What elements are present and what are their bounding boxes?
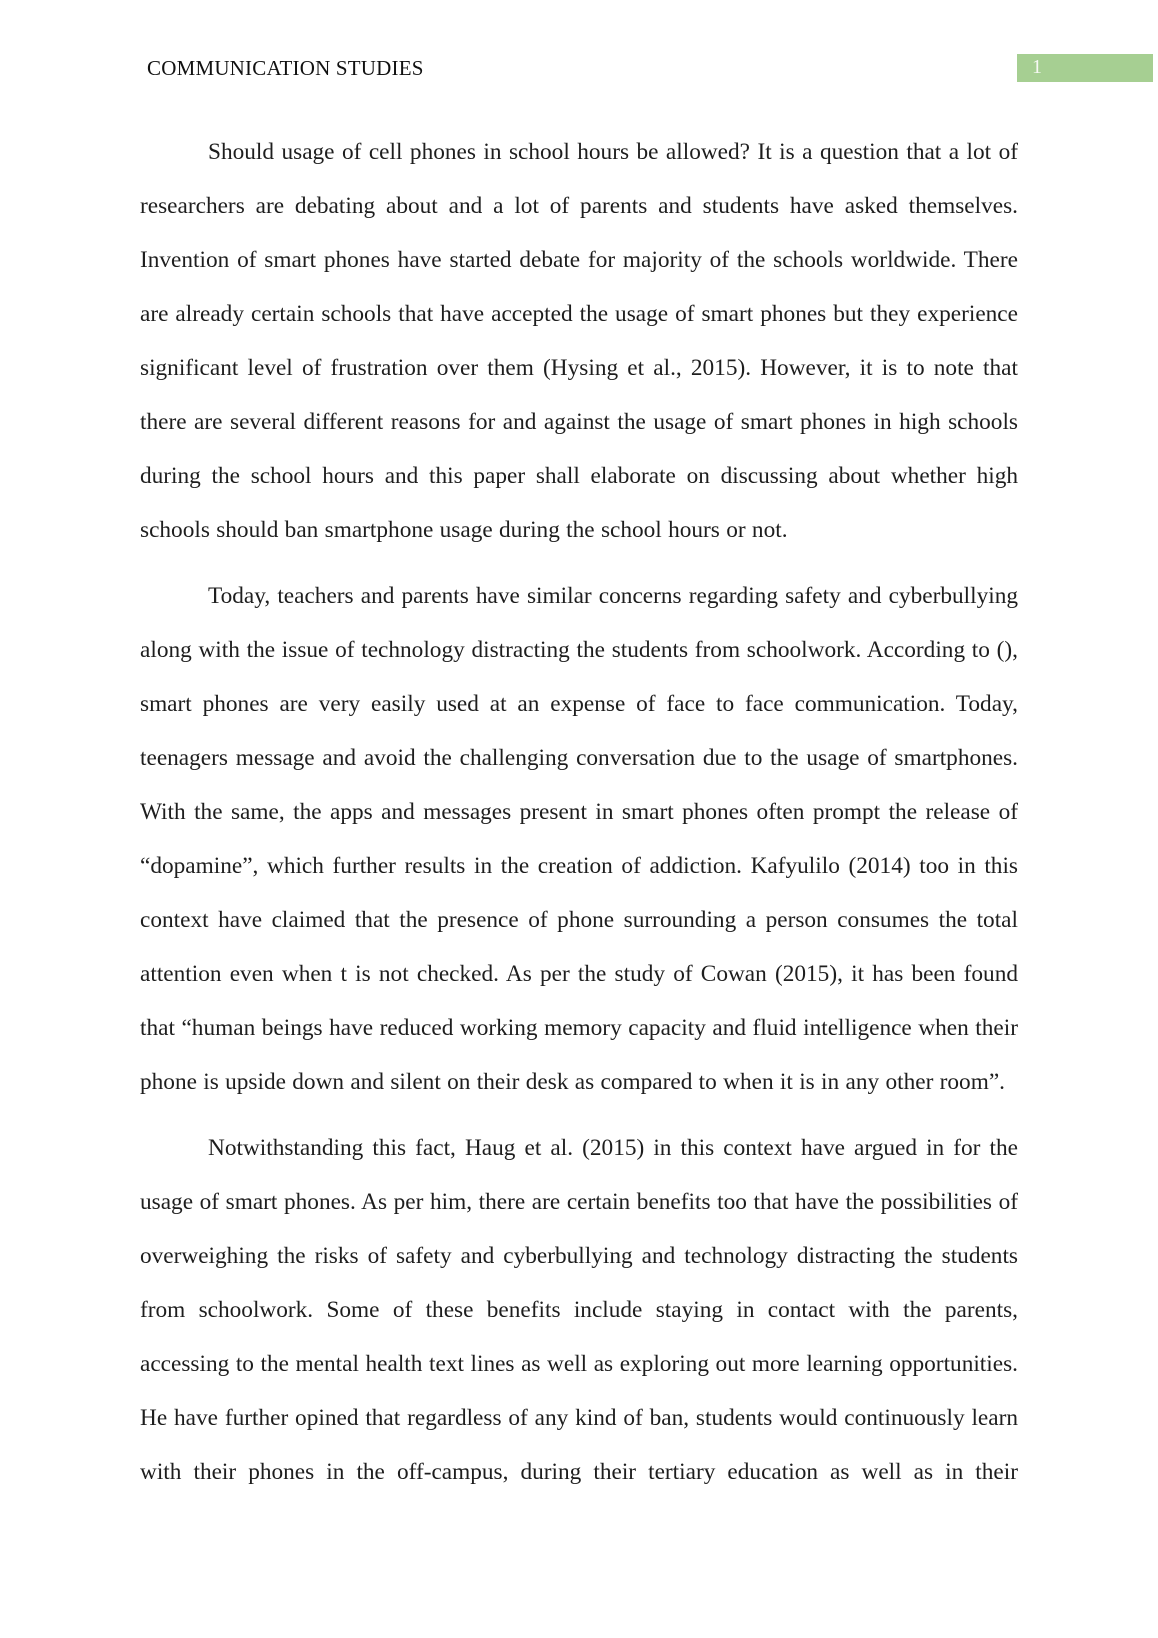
text-line: there are several different reasons for and against the usage of smart phones in high schools xyxy=(140,409,1018,435)
text-line: smart phones are very easily used at an expense of face to face communication. Today, xyxy=(140,691,1018,717)
text-line: researchers are debating about and a lot of parents and students have asked themselves. xyxy=(140,193,1018,219)
text-line: attention even when t is not checked. As per the study of Cowan (2015), it has been found xyxy=(140,961,1018,987)
text-line: teenagers message and avoid the challenging conversation due to the usage of smartphones. xyxy=(140,745,1018,771)
text-line: usage of smart phones. As per him, there are certain benefits too that have the possibilities of xyxy=(140,1189,1018,1215)
text-line: along with the issue of technology distracting the students from schoolwork. According to (), xyxy=(140,637,1018,663)
text-line: during the school hours and this paper shall elaborate on discussing about whether high xyxy=(140,463,1018,489)
text-line: that “human beings have reduced working memory capacity and fluid intelligence when their xyxy=(140,1015,1018,1041)
text-line: “dopamine”, which further results in the creation of addiction. Kafyulilo (2014) too in this xyxy=(140,853,1018,879)
page-number-box xyxy=(1017,54,1153,82)
paragraph xyxy=(140,569,1018,1109)
text-line: schools should ban smartphone usage during the school hours or not. xyxy=(140,517,788,543)
text-line: Should usage of cell phones in school hours be allowed? It is a question that a lot of xyxy=(208,139,1018,165)
text-line: context have claimed that the presence of phone surrounding a person consumes the total xyxy=(140,907,1018,933)
text-line: phone is upside down and silent on their desk as compared to when it is in any other room”. xyxy=(140,1069,1005,1095)
document-body xyxy=(140,125,1018,1511)
text-line: He have further opined that regardless of any kind of ban, students would continuously learn xyxy=(140,1405,1018,1431)
text-line: Notwithstanding this fact, Haug et al. (2015) in this context have argued in for the xyxy=(208,1135,1018,1161)
text-line: With the same, the apps and messages present in smart phones often prompt the release of xyxy=(140,799,1018,825)
text-line: from schoolwork. Some of these benefits include staying in contact with the parents, xyxy=(140,1297,1018,1323)
paragraph xyxy=(140,125,1018,557)
text-line: with their phones in the off-campus, during their tertiary education as well as in their xyxy=(140,1459,1018,1485)
text-line: accessing to the mental health text lines as well as exploring out more learning opportunities. xyxy=(140,1351,1018,1377)
running-head: COMMUNICATION STUDIES xyxy=(147,56,424,80)
page-number: 1 xyxy=(1032,56,1042,78)
text-line: Invention of smart phones have started debate for majority of the schools worldwide. There xyxy=(140,247,1018,273)
text-line: Today, teachers and parents have similar concerns regarding safety and cyberbullying xyxy=(208,583,1018,609)
text-line: significant level of frustration over them (Hysing et al., 2015). However, it is to note that xyxy=(140,355,1018,381)
paragraph xyxy=(140,1121,1018,1499)
text-line: overweighing the risks of safety and cyberbullying and technology distracting the students xyxy=(140,1243,1018,1269)
text-line: are already certain schools that have accepted the usage of smart phones but they experience xyxy=(140,301,1018,327)
